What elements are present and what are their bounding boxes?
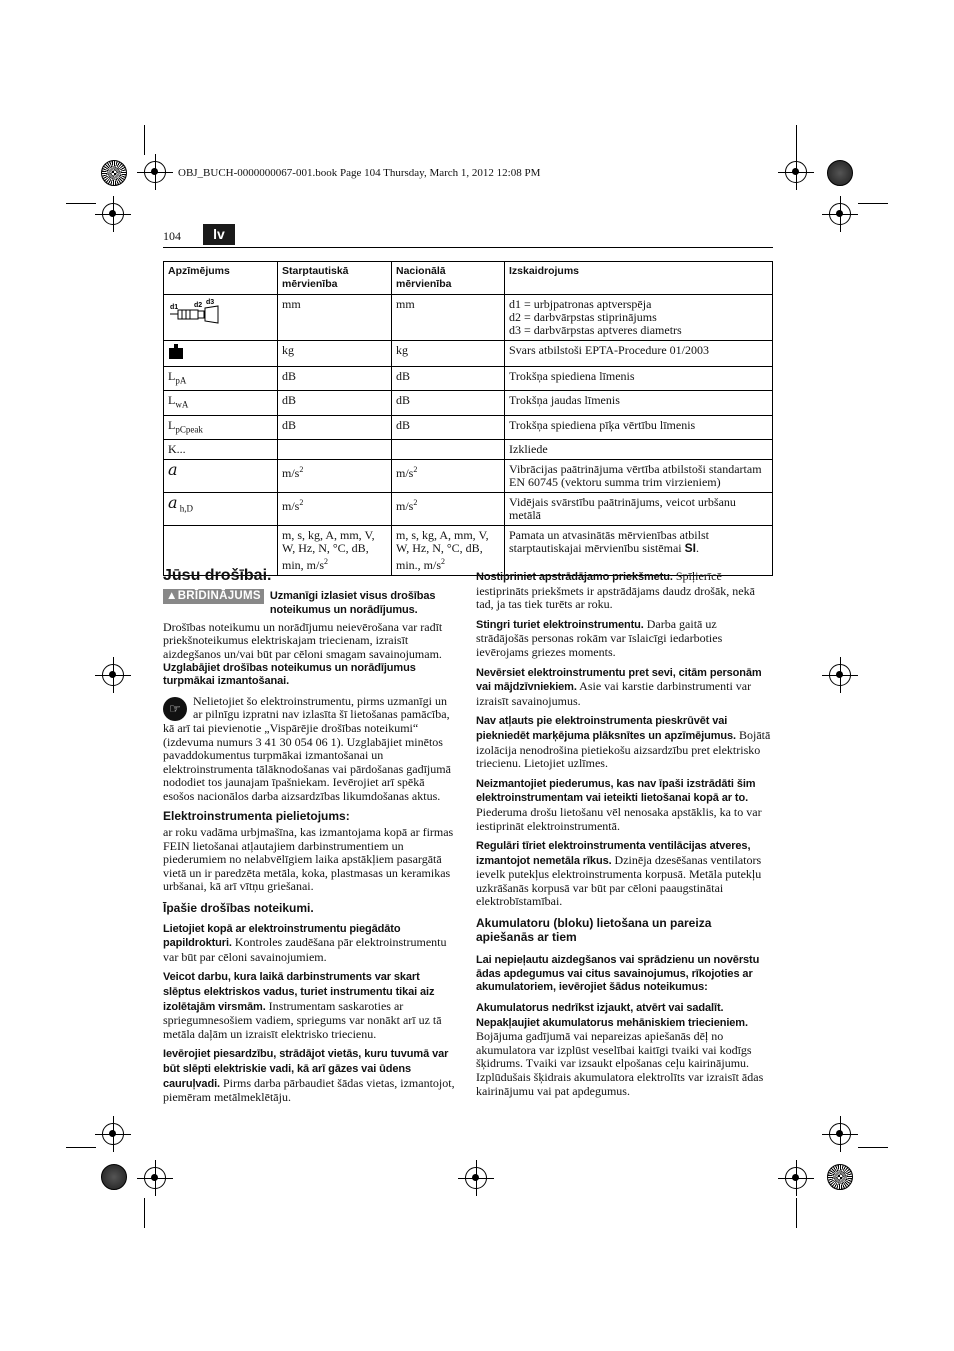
paragraph <box>163 970 456 1041</box>
unit-exponent: 2 <box>441 557 446 567</box>
unit-exponent: 2 <box>299 498 304 508</box>
color-target-icon <box>827 160 853 186</box>
units-table <box>163 261 773 576</box>
symbol-cell <box>164 460 278 493</box>
table-cell <box>505 526 773 576</box>
table-cell: Trokšņa spiediena līmenis <box>505 367 773 391</box>
symbol-cell: K... <box>164 440 278 460</box>
table-cell <box>392 493 505 526</box>
explanation-line: d1 = urbjpatronas aptverspēja <box>509 297 652 311</box>
paragraph <box>163 922 456 965</box>
rule-bold: Akumulatorus nedrīkst izjaukt, atvērt vai sadalīt. Nepakļaujiet akumulatorus mehāniskiem triecieniem. <box>476 1002 748 1029</box>
table-row <box>164 295 773 341</box>
table-cell: dB <box>278 415 392 439</box>
table-cell: mm <box>278 295 392 341</box>
color-target-icon <box>827 1164 853 1190</box>
paragraph-text: Drošības noteikumu un norādījumu neievērošana var radīt priekšnoteikumus elektriskajam triecienam, izraisīt aizdegšanos un/vai būt par cēloni smagam savainojumam. <box>163 619 443 661</box>
right-column <box>476 570 772 1104</box>
symbol-subscript: h,D <box>177 503 194 514</box>
rule-text: Asie vai karstie darbinstrumenti var izraisīt savainojumus. <box>476 679 752 708</box>
table-row <box>164 493 773 526</box>
warning-triangle-icon: ▲ <box>166 589 178 602</box>
table-cell: Trokšņa spiediena pīķa vērtību līmenis <box>505 415 773 439</box>
explanation-line: d2 = darbvārpstas stiprinājums <box>509 310 657 324</box>
paragraph-bold: Uzglabājiet drošības noteikumus un norādījumus turpmākai izmantošanai. <box>163 661 416 688</box>
registration-mark-icon <box>144 161 166 183</box>
registration-mark-icon <box>465 1167 487 1189</box>
paragraph <box>476 839 772 909</box>
rule-bold: Nostipriniet apstrādājamo priekšmetu. <box>476 571 673 583</box>
paragraph <box>476 666 772 709</box>
table-row <box>164 440 773 460</box>
rule-bold: Neizmantojiet piederumus, kas nav īpaši izstrādāti šim elektroinstrumentam vai ieteikti lietošanai kopā ar to. <box>476 777 756 805</box>
color-target-icon <box>101 160 127 186</box>
symbol-cell <box>164 493 278 526</box>
table-row <box>164 367 773 391</box>
table-row <box>164 460 773 493</box>
rule-bold: Stingri turiet elektroinstrumentu. <box>476 618 644 631</box>
paragraph <box>163 695 456 804</box>
symbol-subscript: wA <box>175 399 189 410</box>
table-cell <box>392 460 505 493</box>
rule-bold: Nav atļauts pie elektroinstrumenta pieskrūvēt vai piekniedēt marķējuma plāksnītes un apzīmējumus. <box>476 715 736 742</box>
unit-list: m, s, kg, A, mm, V, W, Hz, N, °C, dB, min., m/s <box>396 528 489 573</box>
table-cell: Svars atbilstoši EPTA-Procedure 01/2003 <box>505 341 773 367</box>
rule-text: Pirms darba pārbaudiet šādas vietas, izmantojot, piemēram metālmeklētāju. <box>163 1075 455 1105</box>
table-header-row <box>164 262 773 295</box>
table-cell: kg <box>278 341 392 367</box>
registration-mark-icon <box>102 1123 124 1145</box>
paragraph: ar roku vadāma urbjmašīna, kas izmantojama kopā ar firmas FEIN lietošanai atļautajiem darbinstrumentiem un piederumiem no nelabvēlīgiem laika apstākļiem pasargātā vietā un ir paredzēta metāla, koka, plastmasas un keramikas urbšanai, kā arī vītņu griešanai. <box>163 825 454 894</box>
rule-text: Piederuma drošu lietošanu vēl nenosaka apstāklis, ka to var iestiprināt elektroinstrumentā. <box>476 804 762 833</box>
registration-mark-icon <box>102 203 124 225</box>
explanation-end: . <box>695 541 699 556</box>
paragraph <box>476 777 772 833</box>
table-cell: kg <box>392 341 505 367</box>
symbol-cell <box>164 415 278 439</box>
paragraph-bold: Lai nepieļautu aizdegšanos vai sprādzienu un novērstu ādas apdegumus vai citus savainojumus, rīkojoties ar akumulatoriem, ievērojiet šādus noteikumus: <box>476 954 760 994</box>
table-row <box>164 391 773 415</box>
language-tag: lv <box>203 224 235 245</box>
table-cell: dB <box>278 367 392 391</box>
warning-badge <box>163 589 264 605</box>
registration-mark-icon <box>785 161 807 183</box>
table-row <box>164 341 773 367</box>
rule-bold: Ievērojiet piesardzību, strādājot vietās, kuru tuvumā var būt slēpti elektriskie vadi, kā arī gāzes vai ūdens cauruļvadi. <box>163 1048 449 1090</box>
col-header: Apzīmējums <box>164 262 278 295</box>
section-title: Jūsu drošībai. <box>163 567 272 584</box>
symbol-cell <box>164 391 278 415</box>
unit: m/s <box>282 466 300 481</box>
table-cell: dB <box>278 391 392 415</box>
table-cell: mm <box>392 295 505 341</box>
rule-bold: Veicot darbu, kura laikā darbinstruments var skart slēptus elektriskos vadus, turiet instrumentu tikai aiz izolētajām virsmām. <box>163 971 435 1013</box>
table-cell: Trokšņa jaudas līmenis <box>505 391 773 415</box>
unit: m/s <box>282 499 300 514</box>
si-abbrev: SI <box>684 541 696 556</box>
table-cell <box>278 460 392 493</box>
col-header: Izskaidrojums <box>505 262 773 295</box>
left-column <box>163 569 456 1111</box>
weight-icon <box>164 341 278 367</box>
paragraph <box>476 570 772 612</box>
registration-mark-icon <box>102 664 124 686</box>
unit: m/s <box>396 466 414 481</box>
unit-exponent: 2 <box>299 465 304 475</box>
subheading: Elektroinstrumenta pielietojums: <box>163 808 350 823</box>
table-row <box>164 415 773 439</box>
symbol: L <box>168 393 176 408</box>
table-cell: Izkliede <box>505 440 773 460</box>
symbol-subscript: pCpeak <box>175 424 203 435</box>
table-cell: Vibrācijas paātrinājuma vērtība atbilstoši standartam EN 60745 (vektoru summa trim virzieniem) <box>505 460 773 493</box>
unit-exponent: 2 <box>413 498 418 508</box>
table-cell <box>505 295 773 341</box>
svg-text:d3: d3 <box>206 299 215 306</box>
warning-text: Uzmanīgi izlasiet visus drošības noteikumus un norādījumus. <box>269 589 436 617</box>
warning-badge-label: BRĪDINĀJUMS <box>177 589 261 602</box>
paragraph <box>163 1047 456 1104</box>
explanation-line: d3 = darbvārpstas aptveres diametrs <box>509 323 682 337</box>
unit-exponent: 2 <box>413 465 418 475</box>
registration-mark-icon <box>829 664 851 686</box>
explanation: Pamata un atvasinātās mērvienības atbilst starptautiskajai mērvienību sistēmai <box>509 528 709 556</box>
table-cell: dB <box>392 415 505 439</box>
read-manual-icon: ☞ <box>163 697 187 721</box>
paragraph <box>163 621 456 662</box>
unit-exponent: 2 <box>324 557 329 567</box>
subheading: Akumulatoru (bloku) lietošana un pareiza apiešanās ar tiem <box>476 916 712 944</box>
registration-mark-icon <box>785 1167 807 1189</box>
rule-text: Kontroles zaudēšana pār elektroinstrumentu var būt par cēloni savainojumiem. <box>163 935 447 964</box>
subheading: Īpašie drošības noteikumi. <box>163 901 314 916</box>
col-header: Starptautiskā mērvienība <box>278 262 392 295</box>
rule-text: Spīļierīcē iestiprināts priekšmets ir apstrādājams daudz drošāk, nekā tad, ja tas tiek turēts ar roku. <box>476 569 755 612</box>
table-cell <box>278 440 392 460</box>
symbol: L <box>168 369 176 383</box>
warning-block <box>163 589 456 618</box>
symbol: a <box>168 493 178 513</box>
chuck-diameter-icon <box>164 295 278 341</box>
table-cell <box>392 440 505 460</box>
file-info: OBJ_BUCH-0000000067-001.book Page 104 Thursday, March 1, 2012 12:08 PM <box>178 167 541 179</box>
svg-text:d1: d1 <box>170 304 179 311</box>
paragraph <box>476 618 772 660</box>
rule-text: Instrumentam saskaroties ar spriegumnesošiem vadiem, spriegums var nonākt arī uz tā metāla daļām un izraisīt elektrisko triecienu. <box>163 998 442 1041</box>
paragraph <box>476 714 772 770</box>
rule-text: Bojājuma gadījumā vai nepareizas apiešanās dēļ no akumulatora var izplūst veselībai kaitīgi tvaiki vai kodīgs šķidrums. Tvaiki var izsaukt elpošanas ceļu kairinājumu. Izplūdušais šķidrais akumulatora elektrolīts var izraisīt ādas kairinājumu vai pat apdegumus. <box>476 1029 764 1098</box>
table-cell: dB <box>392 391 505 415</box>
rule-bold: Nevērsiet elektroinstrumentu pret sevi, citām personām vai mājdzīvniekiem. <box>476 666 762 694</box>
unit: m/s <box>396 499 414 514</box>
color-target-icon <box>101 1164 127 1190</box>
table-cell: Vidējais svārstību paātrinājums, veicot urbšanu metālā <box>505 493 773 526</box>
rule-bold: Lietojiet kopā ar elektroinstrumentu piegādāto papildrokturi. <box>163 922 401 950</box>
symbol-subscript: pA <box>175 375 187 386</box>
table-cell <box>278 493 392 526</box>
symbol: a <box>168 460 178 480</box>
svg-text:d2: d2 <box>194 302 203 309</box>
paragraph <box>476 1001 772 1098</box>
symbol: L <box>168 417 176 432</box>
col-header: Nacionālā mērvienība <box>392 262 505 295</box>
page-number: 104 <box>163 229 181 243</box>
header-rule <box>163 247 773 248</box>
rule-text: Dzinēja dzesēšanas ventilators ievelk putekļus elektroinstrumenta korpusā. Metāla putekļu uzkrāšanās korpusā var būt par cēloni paaugstinātai elektrobīstamībai. <box>476 852 762 909</box>
rule-bold: Regulāri tīriet elektroinstrumenta ventilācijas atveres, izmantojot nemetāla rīkus. <box>476 840 751 867</box>
rule-text: Bojātā izolācija nenodrošina pietiekošu aizsardzību pret elektrisko triecienu. Lietojiet uzlīmes. <box>476 727 771 771</box>
registration-mark-icon <box>829 203 851 225</box>
registration-mark-icon <box>144 1167 166 1189</box>
rule-text: Darba gaitā uz strādājošās personas rokām var īslaicīgi iedarboties ievērojams griezes moments. <box>476 616 723 659</box>
unit-list: m, s, kg, A, mm, V, W, Hz, N, °C, dB, min, m/s <box>282 528 375 573</box>
registration-mark-icon <box>829 1123 851 1145</box>
paragraph-text: Nelietojiet šo elektroinstrumentu, pirms uzmanīgi un ar pilnīgu izpratni nav izlasīta šī lietošanas pamācība, kā arī tai pievienotie „Vispārējie drošības noteikumi“ (izdevuma numurs 3 41 30 054 06 1). Uzglabājiet minētos pavaddokumentus turpmākai izmantošanai un elektroinstrumenta tālāknodošanas vai pārdošanas gadījumā nododiet tos jaunajam īpašniekam. Ievērojiet arī spēkā esošos nacionālos darba aizsardzības likumdošanas aktus. <box>163 693 451 803</box>
symbol-cell <box>164 367 278 391</box>
table-cell: dB <box>392 367 505 391</box>
